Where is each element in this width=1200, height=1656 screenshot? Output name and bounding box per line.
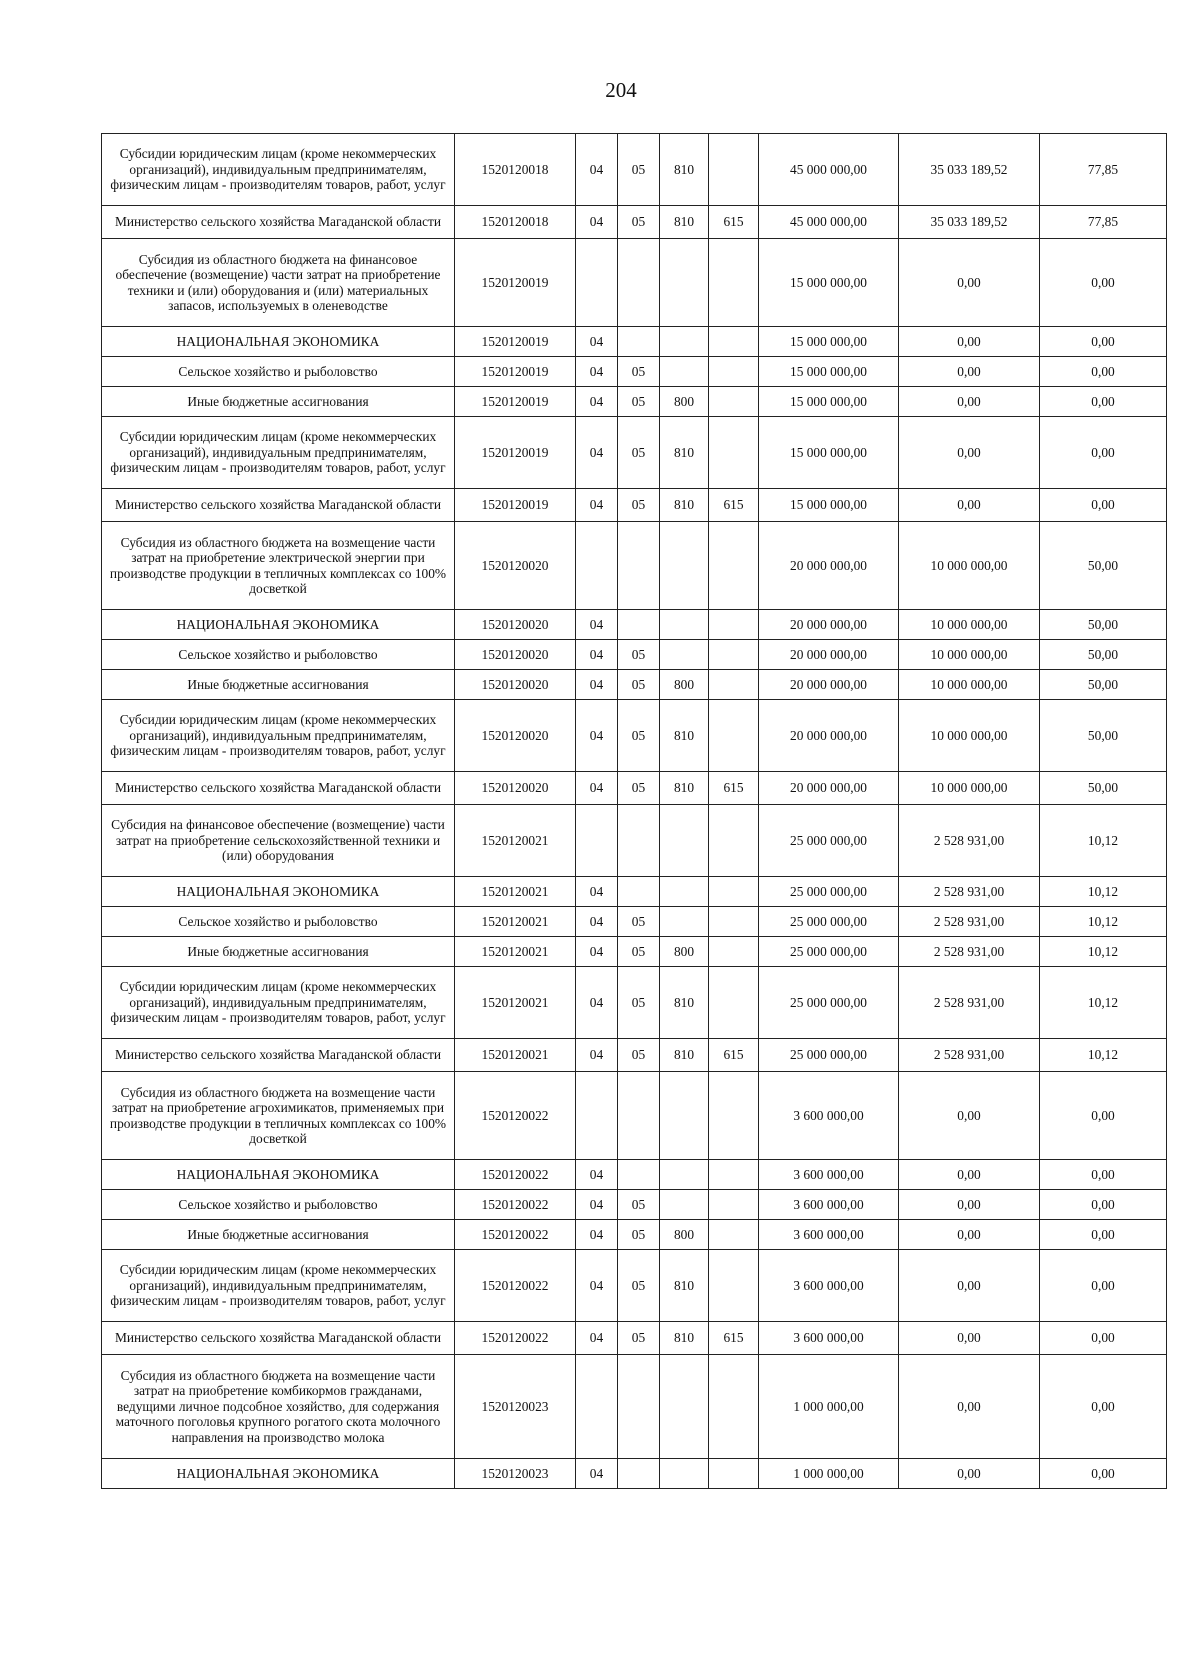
cell-executed-amount: 10 000 000,00 — [899, 640, 1040, 670]
cell-section: 04 — [576, 1160, 618, 1190]
cell-name: Субсидии юридическим лицам (кроме некоммерческих организаций), индивидуальным предпринимателям, физическим лицам - производителям товаров, работ, услуг — [102, 967, 455, 1039]
cell-subsection: 05 — [618, 387, 660, 417]
cell-subsection: 05 — [618, 937, 660, 967]
cell-administrator — [709, 134, 759, 206]
table-row — [102, 772, 1167, 805]
cell-expense-type — [660, 877, 709, 907]
cell-planned-amount: 25 000 000,00 — [759, 907, 899, 937]
cell-executed-amount: 0,00 — [899, 1355, 1040, 1459]
table-row — [102, 937, 1167, 967]
cell-planned-amount: 1 000 000,00 — [759, 1355, 899, 1459]
cell-target-article: 1520120021 — [455, 967, 576, 1039]
cell-subsection: 05 — [618, 206, 660, 239]
cell-planned-amount: 1 000 000,00 — [759, 1459, 899, 1489]
table-row — [102, 1190, 1167, 1220]
cell-administrator — [709, 1190, 759, 1220]
cell-name: Субсидия из областного бюджета на возмещение части затрат на приобретение агрохимикатов, применяемых при производстве продукции в тепличных комплексах со 100% досветкой — [102, 1072, 455, 1160]
cell-expense-type: 800 — [660, 1220, 709, 1250]
cell-target-article: 1520120023 — [455, 1355, 576, 1459]
cell-section: 04 — [576, 417, 618, 489]
cell-name: НАЦИОНАЛЬНАЯ ЭКОНОМИКА — [102, 1160, 455, 1190]
cell-target-article: 1520120019 — [455, 489, 576, 522]
table-row — [102, 1039, 1167, 1072]
cell-percent: 0,00 — [1040, 357, 1167, 387]
cell-subsection: 05 — [618, 1250, 660, 1322]
cell-name: Министерство сельского хозяйства Магаданской области — [102, 1322, 455, 1355]
cell-name: НАЦИОНАЛЬНАЯ ЭКОНОМИКА — [102, 610, 455, 640]
cell-name: Субсидии юридическим лицам (кроме некоммерческих организаций), индивидуальным предпринимателям, физическим лицам - производителям товаров, работ, услуг — [102, 134, 455, 206]
cell-expense-type — [660, 357, 709, 387]
cell-subsection — [618, 610, 660, 640]
cell-target-article: 1520120021 — [455, 877, 576, 907]
cell-planned-amount: 20 000 000,00 — [759, 610, 899, 640]
cell-administrator — [709, 610, 759, 640]
cell-executed-amount: 2 528 931,00 — [899, 907, 1040, 937]
cell-name: Министерство сельского хозяйства Магаданской области — [102, 206, 455, 239]
table-row — [102, 1072, 1167, 1160]
cell-expense-type: 810 — [660, 967, 709, 1039]
cell-subsection — [618, 877, 660, 907]
table-row — [102, 417, 1167, 489]
table-row — [102, 805, 1167, 877]
cell-name: Министерство сельского хозяйства Магаданской области — [102, 1039, 455, 1072]
cell-percent: 0,00 — [1040, 1220, 1167, 1250]
cell-name: НАЦИОНАЛЬНАЯ ЭКОНОМИКА — [102, 877, 455, 907]
cell-section: 04 — [576, 1190, 618, 1220]
cell-percent: 10,12 — [1040, 907, 1167, 937]
table-row — [102, 134, 1167, 206]
cell-name: НАЦИОНАЛЬНАЯ ЭКОНОМИКА — [102, 1459, 455, 1489]
cell-planned-amount: 25 000 000,00 — [759, 1039, 899, 1072]
cell-executed-amount: 10 000 000,00 — [899, 772, 1040, 805]
cell-section: 04 — [576, 670, 618, 700]
cell-administrator: 615 — [709, 206, 759, 239]
cell-name: НАЦИОНАЛЬНАЯ ЭКОНОМИКА — [102, 327, 455, 357]
cell-percent: 50,00 — [1040, 640, 1167, 670]
cell-percent: 10,12 — [1040, 967, 1167, 1039]
cell-expense-type: 800 — [660, 387, 709, 417]
cell-name: Субсидия из областного бюджета на возмещение части затрат на приобретение электрической энергии при производстве продукции в тепличных комплексах со 100% досветкой — [102, 522, 455, 610]
cell-expense-type — [660, 239, 709, 327]
cell-percent: 10,12 — [1040, 1039, 1167, 1072]
cell-target-article: 1520120020 — [455, 522, 576, 610]
table-row — [102, 1250, 1167, 1322]
cell-target-article: 1520120019 — [455, 417, 576, 489]
cell-target-article: 1520120022 — [455, 1160, 576, 1190]
cell-expense-type: 810 — [660, 417, 709, 489]
cell-section: 04 — [576, 937, 618, 967]
cell-planned-amount: 3 600 000,00 — [759, 1072, 899, 1160]
cell-section — [576, 1355, 618, 1459]
cell-percent: 0,00 — [1040, 1355, 1167, 1459]
cell-expense-type: 810 — [660, 206, 709, 239]
cell-subsection: 05 — [618, 907, 660, 937]
cell-subsection: 05 — [618, 1322, 660, 1355]
table-row — [102, 670, 1167, 700]
cell-section: 04 — [576, 1039, 618, 1072]
cell-planned-amount: 25 000 000,00 — [759, 877, 899, 907]
cell-executed-amount: 0,00 — [899, 1459, 1040, 1489]
cell-administrator — [709, 1459, 759, 1489]
table-row — [102, 239, 1167, 327]
table-row — [102, 206, 1167, 239]
cell-target-article: 1520120020 — [455, 640, 576, 670]
cell-planned-amount: 20 000 000,00 — [759, 772, 899, 805]
cell-percent: 50,00 — [1040, 772, 1167, 805]
table-row — [102, 327, 1167, 357]
cell-name: Субсидии юридическим лицам (кроме некоммерческих организаций), индивидуальным предпринимателям, физическим лицам - производителям товаров, работ, услуг — [102, 700, 455, 772]
cell-percent: 0,00 — [1040, 387, 1167, 417]
cell-percent: 50,00 — [1040, 670, 1167, 700]
table-row — [102, 357, 1167, 387]
cell-executed-amount: 10 000 000,00 — [899, 522, 1040, 610]
cell-percent: 10,12 — [1040, 877, 1167, 907]
cell-subsection: 05 — [618, 417, 660, 489]
cell-section: 04 — [576, 967, 618, 1039]
cell-executed-amount: 10 000 000,00 — [899, 610, 1040, 640]
cell-executed-amount: 2 528 931,00 — [899, 937, 1040, 967]
cell-administrator — [709, 805, 759, 877]
cell-executed-amount: 0,00 — [899, 1190, 1040, 1220]
cell-expense-type — [660, 1160, 709, 1190]
cell-name: Сельское хозяйство и рыболовство — [102, 1190, 455, 1220]
cell-name: Субсидия из областного бюджета на финансовое обеспечение (возмещение) части затрат на приобретение техники и (или) оборудования и (или) материальных запасов, используемых в оленеводстве — [102, 239, 455, 327]
cell-section: 04 — [576, 610, 618, 640]
cell-planned-amount: 25 000 000,00 — [759, 967, 899, 1039]
cell-administrator — [709, 1250, 759, 1322]
cell-planned-amount: 15 000 000,00 — [759, 417, 899, 489]
cell-executed-amount: 0,00 — [899, 357, 1040, 387]
table-row — [102, 700, 1167, 772]
cell-administrator — [709, 1355, 759, 1459]
cell-administrator — [709, 357, 759, 387]
cell-executed-amount: 0,00 — [899, 239, 1040, 327]
cell-name: Сельское хозяйство и рыболовство — [102, 907, 455, 937]
cell-section: 04 — [576, 489, 618, 522]
cell-subsection: 05 — [618, 670, 660, 700]
cell-target-article: 1520120021 — [455, 907, 576, 937]
cell-section: 04 — [576, 327, 618, 357]
cell-name: Иные бюджетные ассигнования — [102, 670, 455, 700]
cell-executed-amount: 2 528 931,00 — [899, 967, 1040, 1039]
cell-expense-type: 810 — [660, 1250, 709, 1322]
cell-target-article: 1520120019 — [455, 357, 576, 387]
cell-administrator — [709, 417, 759, 489]
table-row — [102, 610, 1167, 640]
cell-subsection — [618, 1160, 660, 1190]
cell-executed-amount: 0,00 — [899, 1072, 1040, 1160]
cell-target-article: 1520120022 — [455, 1220, 576, 1250]
cell-target-article: 1520120022 — [455, 1322, 576, 1355]
cell-planned-amount: 45 000 000,00 — [759, 134, 899, 206]
cell-administrator — [709, 700, 759, 772]
cell-expense-type — [660, 1190, 709, 1220]
cell-expense-type — [660, 640, 709, 670]
table-row — [102, 1322, 1167, 1355]
cell-subsection — [618, 327, 660, 357]
cell-planned-amount: 3 600 000,00 — [759, 1250, 899, 1322]
cell-administrator — [709, 907, 759, 937]
cell-expense-type: 810 — [660, 1322, 709, 1355]
cell-section: 04 — [576, 700, 618, 772]
cell-percent: 0,00 — [1040, 239, 1167, 327]
cell-expense-type: 810 — [660, 1039, 709, 1072]
cell-executed-amount: 0,00 — [899, 327, 1040, 357]
cell-subsection: 05 — [618, 489, 660, 522]
cell-section: 04 — [576, 387, 618, 417]
cell-executed-amount: 0,00 — [899, 1250, 1040, 1322]
cell-target-article: 1520120023 — [455, 1459, 576, 1489]
cell-subsection: 05 — [618, 640, 660, 670]
cell-expense-type: 810 — [660, 700, 709, 772]
table-row — [102, 1355, 1167, 1459]
cell-planned-amount: 20 000 000,00 — [759, 522, 899, 610]
table-row — [102, 489, 1167, 522]
cell-executed-amount: 0,00 — [899, 489, 1040, 522]
cell-section: 04 — [576, 640, 618, 670]
cell-target-article: 1520120020 — [455, 772, 576, 805]
cell-percent: 77,85 — [1040, 206, 1167, 239]
cell-planned-amount: 3 600 000,00 — [759, 1220, 899, 1250]
table-row — [102, 522, 1167, 610]
cell-executed-amount: 35 033 189,52 — [899, 206, 1040, 239]
page-number: 204 — [605, 78, 637, 102]
cell-section: 04 — [576, 1220, 618, 1250]
cell-section — [576, 805, 618, 877]
cell-subsection — [618, 1072, 660, 1160]
cell-section: 04 — [576, 1459, 618, 1489]
cell-administrator: 615 — [709, 1322, 759, 1355]
cell-section: 04 — [576, 134, 618, 206]
cell-name: Иные бюджетные ассигнования — [102, 937, 455, 967]
cell-planned-amount: 25 000 000,00 — [759, 937, 899, 967]
cell-percent: 0,00 — [1040, 327, 1167, 357]
cell-name: Сельское хозяйство и рыболовство — [102, 357, 455, 387]
cell-administrator: 615 — [709, 1039, 759, 1072]
cell-target-article: 1520120019 — [455, 239, 576, 327]
cell-administrator — [709, 937, 759, 967]
cell-section — [576, 522, 618, 610]
cell-section — [576, 239, 618, 327]
cell-target-article: 1520120021 — [455, 1039, 576, 1072]
cell-executed-amount: 35 033 189,52 — [899, 134, 1040, 206]
cell-administrator — [709, 522, 759, 610]
cell-planned-amount: 15 000 000,00 — [759, 357, 899, 387]
cell-planned-amount: 45 000 000,00 — [759, 206, 899, 239]
table-row — [102, 1459, 1167, 1489]
cell-administrator — [709, 327, 759, 357]
cell-target-article: 1520120022 — [455, 1250, 576, 1322]
cell-name: Субсидия на финансовое обеспечение (возмещение) части затрат на приобретение сельскохозяйственной техники и (или) оборудования — [102, 805, 455, 877]
cell-section — [576, 1072, 618, 1160]
cell-name: Министерство сельского хозяйства Магаданской области — [102, 772, 455, 805]
cell-percent: 50,00 — [1040, 700, 1167, 772]
cell-section: 04 — [576, 1250, 618, 1322]
cell-administrator — [709, 1160, 759, 1190]
cell-subsection — [618, 1355, 660, 1459]
cell-planned-amount: 25 000 000,00 — [759, 805, 899, 877]
cell-name: Сельское хозяйство и рыболовство — [102, 640, 455, 670]
cell-executed-amount: 0,00 — [899, 1160, 1040, 1190]
cell-target-article: 1520120020 — [455, 610, 576, 640]
cell-expense-type: 800 — [660, 937, 709, 967]
cell-name: Субсидии юридическим лицам (кроме некоммерческих организаций), индивидуальным предпринимателям, физическим лицам - производителям товаров, работ, услуг — [102, 417, 455, 489]
cell-target-article: 1520120021 — [455, 937, 576, 967]
cell-executed-amount: 0,00 — [899, 387, 1040, 417]
cell-expense-type — [660, 1355, 709, 1459]
cell-name: Иные бюджетные ассигнования — [102, 1220, 455, 1250]
cell-executed-amount: 2 528 931,00 — [899, 877, 1040, 907]
table-row — [102, 1160, 1167, 1190]
cell-target-article: 1520120019 — [455, 387, 576, 417]
cell-percent: 50,00 — [1040, 610, 1167, 640]
cell-expense-type — [660, 327, 709, 357]
cell-subsection: 05 — [618, 134, 660, 206]
cell-target-article: 1520120021 — [455, 805, 576, 877]
cell-administrator — [709, 387, 759, 417]
cell-section: 04 — [576, 1322, 618, 1355]
cell-section: 04 — [576, 772, 618, 805]
cell-expense-type — [660, 805, 709, 877]
cell-percent: 0,00 — [1040, 1072, 1167, 1160]
cell-target-article: 1520120020 — [455, 670, 576, 700]
cell-subsection: 05 — [618, 772, 660, 805]
cell-subsection: 05 — [618, 1039, 660, 1072]
cell-planned-amount: 3 600 000,00 — [759, 1322, 899, 1355]
cell-percent: 0,00 — [1040, 1160, 1167, 1190]
cell-administrator — [709, 1220, 759, 1250]
cell-planned-amount: 3 600 000,00 — [759, 1190, 899, 1220]
cell-subsection: 05 — [618, 1220, 660, 1250]
cell-expense-type: 810 — [660, 772, 709, 805]
cell-target-article: 1520120022 — [455, 1072, 576, 1160]
table-row — [102, 1220, 1167, 1250]
cell-administrator — [709, 1072, 759, 1160]
cell-executed-amount: 2 528 931,00 — [899, 1039, 1040, 1072]
cell-planned-amount: 20 000 000,00 — [759, 700, 899, 772]
cell-subsection: 05 — [618, 1190, 660, 1220]
cell-subsection: 05 — [618, 967, 660, 1039]
cell-subsection — [618, 805, 660, 877]
cell-planned-amount: 3 600 000,00 — [759, 1160, 899, 1190]
cell-expense-type: 800 — [660, 670, 709, 700]
table-row — [102, 877, 1167, 907]
cell-planned-amount: 15 000 000,00 — [759, 239, 899, 327]
cell-executed-amount: 0,00 — [899, 1322, 1040, 1355]
cell-expense-type — [660, 1072, 709, 1160]
cell-expense-type — [660, 522, 709, 610]
table-row — [102, 640, 1167, 670]
cell-target-article: 1520120020 — [455, 700, 576, 772]
table-body — [102, 134, 1167, 1489]
cell-executed-amount: 10 000 000,00 — [899, 700, 1040, 772]
cell-planned-amount: 20 000 000,00 — [759, 670, 899, 700]
cell-executed-amount: 0,00 — [899, 1220, 1040, 1250]
cell-planned-amount: 20 000 000,00 — [759, 640, 899, 670]
cell-percent: 10,12 — [1040, 937, 1167, 967]
cell-target-article: 1520120018 — [455, 206, 576, 239]
cell-expense-type: 810 — [660, 489, 709, 522]
cell-administrator — [709, 640, 759, 670]
cell-expense-type — [660, 907, 709, 937]
cell-percent: 77,85 — [1040, 134, 1167, 206]
cell-expense-type — [660, 1459, 709, 1489]
cell-section: 04 — [576, 357, 618, 387]
cell-subsection: 05 — [618, 357, 660, 387]
cell-administrator — [709, 670, 759, 700]
cell-name: Министерство сельского хозяйства Магаданской области — [102, 489, 455, 522]
cell-executed-amount: 10 000 000,00 — [899, 670, 1040, 700]
cell-subsection — [618, 239, 660, 327]
cell-executed-amount: 2 528 931,00 — [899, 805, 1040, 877]
budget-table — [101, 133, 1167, 1489]
cell-executed-amount: 0,00 — [899, 417, 1040, 489]
cell-percent: 0,00 — [1040, 1459, 1167, 1489]
cell-target-article: 1520120018 — [455, 134, 576, 206]
cell-name: Субсидия из областного бюджета на возмещение части затрат на приобретение комбикормов гражданами, ведущими личное подсобное хозяйство, для содержания маточного поголовья крупного рогатого скота молочного направления на производство молока — [102, 1355, 455, 1459]
cell-administrator: 615 — [709, 489, 759, 522]
cell-name: Субсидии юридическим лицам (кроме некоммерческих организаций), индивидуальным предпринимателям, физическим лицам - производителям товаров, работ, услуг — [102, 1250, 455, 1322]
table-row — [102, 967, 1167, 1039]
cell-section: 04 — [576, 907, 618, 937]
cell-planned-amount: 15 000 000,00 — [759, 387, 899, 417]
cell-percent: 50,00 — [1040, 522, 1167, 610]
cell-expense-type: 810 — [660, 134, 709, 206]
cell-section: 04 — [576, 206, 618, 239]
cell-target-article: 1520120019 — [455, 327, 576, 357]
cell-planned-amount: 15 000 000,00 — [759, 327, 899, 357]
table-row — [102, 387, 1167, 417]
table-row — [102, 907, 1167, 937]
cell-administrator — [709, 967, 759, 1039]
cell-name: Иные бюджетные ассигнования — [102, 387, 455, 417]
cell-percent: 0,00 — [1040, 417, 1167, 489]
cell-subsection — [618, 522, 660, 610]
cell-percent: 0,00 — [1040, 1250, 1167, 1322]
cell-administrator — [709, 877, 759, 907]
cell-section: 04 — [576, 877, 618, 907]
cell-expense-type — [660, 610, 709, 640]
cell-percent: 0,00 — [1040, 1190, 1167, 1220]
cell-percent: 0,00 — [1040, 1322, 1167, 1355]
cell-administrator: 615 — [709, 772, 759, 805]
cell-target-article: 1520120022 — [455, 1190, 576, 1220]
cell-percent: 10,12 — [1040, 805, 1167, 877]
cell-administrator — [709, 239, 759, 327]
cell-subsection — [618, 1459, 660, 1489]
cell-subsection: 05 — [618, 700, 660, 772]
cell-percent: 0,00 — [1040, 489, 1167, 522]
cell-planned-amount: 15 000 000,00 — [759, 489, 899, 522]
